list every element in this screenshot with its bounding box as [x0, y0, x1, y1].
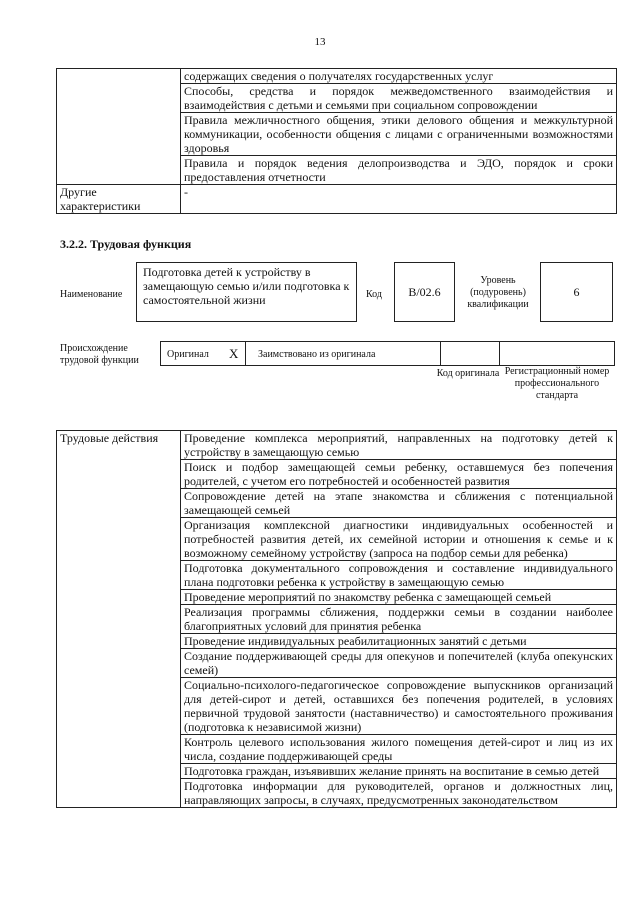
knowledge-table	[56, 68, 617, 214]
labor-action-item: Проведение индивидуальных реабилитационных занятий с детьми	[181, 634, 617, 649]
original-label: Оригинал	[167, 349, 209, 360]
labor-action-item: Организация комплексной диагностики индивидуальных особенностей и потребностей развития детей, их семейной истории и отношения к семье и к возможному семейному устройству (запроса на подбор семьи для ребенка)	[181, 518, 617, 561]
labor-action-item: Проведение комплекса мероприятий, направленных на подготовку детей к устройству в замещающую семью	[181, 431, 617, 460]
table-row	[57, 84, 617, 113]
table-cell-label	[57, 84, 181, 113]
code-label: Код	[366, 289, 382, 300]
labor-action-item: Реализация программы сближения, поддержки семьи в создании наиболее благоприятных условий для принятия ребенка	[181, 605, 617, 634]
origin-original-cell	[160, 341, 246, 366]
origin-code-cell	[440, 341, 500, 366]
code-original-caption: Код оригинала	[436, 368, 500, 379]
origin-label: Происхождение трудовой функции	[60, 343, 139, 366]
labor-action-item: Подготовка граждан, изъявивших желание принять на воспитание в семью детей	[181, 764, 617, 779]
labor-action-item: Социально-психолого-педагогическое сопровождение выпускников организаций для детей-сирот и детей, оставшихся без попечения родителей, в условиях первичной трудовой занятости (наставничество) и самостоятельного проживания (подготовка к независимой жизни)	[181, 678, 617, 735]
table-cell-text: Правила межличностного общения, этики делового общения и межкультурной коммуникации, особенности общения с лицами с ограниченными возможностями здоровья	[181, 113, 617, 156]
registration-number-caption: Регистрационный номер профессионального стандарта	[504, 366, 610, 401]
qualification-level-box: 6	[540, 262, 613, 322]
origin-borrowed-cell	[245, 341, 441, 366]
labor-action-item: Подготовка информации для руководителей, органов и должностных лиц, направляющих запросы, в случаях, предусмотренных законодательством	[181, 779, 617, 808]
labor-action-item: Контроль целевого использования жилого помещения детей-сирот и лиц из их числа, создание поддерживающей среды	[181, 735, 617, 764]
table-row	[57, 185, 617, 214]
table-cell-text: Правила и порядок ведения делопроизводства и ЭДО, порядок и сроки предоставления отчетности	[181, 156, 617, 185]
table-row	[57, 156, 617, 185]
section-title: 3.2.2. Трудовая функция	[60, 237, 192, 251]
labor-actions-table	[56, 430, 617, 808]
labor-actions-label: Трудовые действия	[57, 431, 181, 808]
origin-reg-cell	[499, 341, 615, 366]
other-characteristics-label: Другие характеристики	[57, 185, 181, 214]
labor-action-item: Создание поддерживающей среды для опекунов и попечителей (клуба опекунских семей)	[181, 649, 617, 678]
other-characteristics-value: -	[181, 185, 617, 214]
labor-action-item: Проведение мероприятий по знакомству ребенка с замещающей семьей	[181, 590, 617, 605]
borrowed-label: Заимствовано из оригинала	[258, 349, 376, 360]
table-cell-label	[57, 156, 181, 185]
table-row	[57, 113, 617, 156]
labor-action-item: Сопровождение детей на этапе знакомства и сближения с потенциальной замещающей семьей	[181, 489, 617, 518]
origin-row	[160, 341, 615, 366]
original-mark: X	[229, 346, 239, 361]
labor-action-item: Поиск и подбор замещающей семьи ребенку, оставшемуся без попечения родителей, с учетом его потребностей и особенностей развития	[181, 460, 617, 489]
function-code-box: В/02.6	[394, 262, 455, 322]
table-cell-text: содержащих сведения о получателях государственных услуг	[181, 69, 617, 84]
table-row	[57, 69, 617, 84]
function-name-box: Подготовка детей к устройству в замещающую семью и/или подготовка к самостоятельной жизни	[136, 262, 357, 322]
labor-action-item: Подготовка документального сопровождения и составление индивидуального плана подготовки ребенка к устройству в замещающую семью	[181, 561, 617, 590]
table-cell-text: Способы, средства и порядок межведомственного взаимодействия и взаимодействия с детьми и семьями при социальном сопровождении	[181, 84, 617, 113]
level-label: Уровень (подуровень) квалификации	[467, 275, 529, 310]
table-cell-label	[57, 113, 181, 156]
table-row	[57, 431, 617, 460]
name-label: Наименование	[60, 289, 123, 300]
page-number: 13	[314, 36, 326, 48]
table-cell-label	[57, 69, 181, 84]
